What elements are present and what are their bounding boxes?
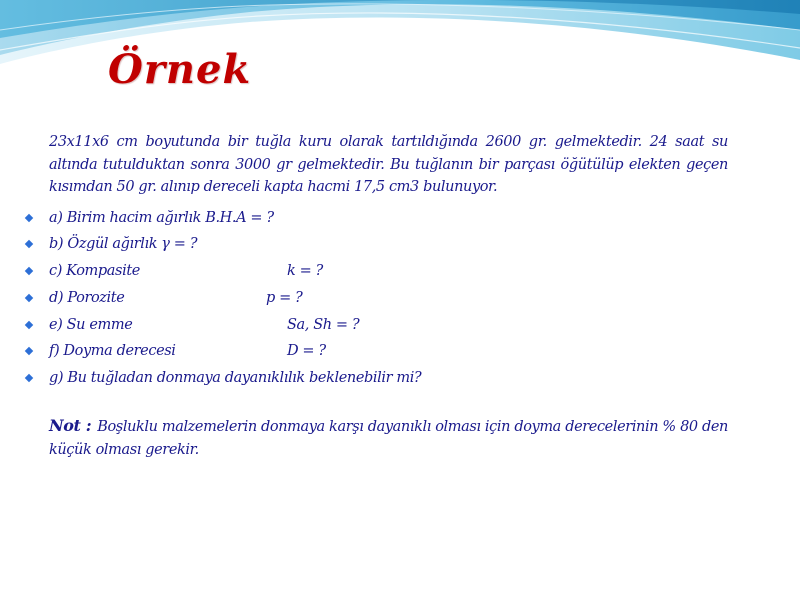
question-label: f) Doyma derecesi [49,343,176,360]
question-item-d [22,285,728,312]
question-item-b [22,231,728,258]
slide-content [22,131,728,461]
slide-title: Örnek [108,46,252,93]
question-label: c) Kompasite [49,263,140,280]
question-formula: p = ? [266,289,303,306]
question-formula: D = ? [287,343,326,360]
question-label: a) Birim hacim ağırlık B.H.A = ? [49,209,274,226]
diamond-bullet-icon [25,267,33,275]
question-label: g) Bu tuğladan donmaya dayanıklılık beklenebilir mi? [49,370,422,387]
question-label: e) Su emme [49,316,133,333]
diamond-bullet-icon [25,347,33,355]
note-text: Boşluklu malzemelerin donmaya karşı dayanıklı olması için doyma derecelerinin % 80 den küçük olması gerekir. [49,419,728,458]
question-formula: Sa, Sh = ? [287,316,360,333]
question-item-c [22,258,728,285]
question-list [22,205,728,393]
diamond-bullet-icon [25,294,33,302]
diamond-bullet-icon [25,213,33,221]
note-label: Not : [49,416,92,436]
question-item-a [22,205,728,232]
question-item-e [22,312,728,339]
question-label: d) Porozite [49,289,125,306]
diamond-bullet-icon [25,240,33,248]
problem-statement: 23x11x6 cm boyutunda bir tuğla kuru olarak tartıldığında 2600 gr. gelmektedir. 24 saat su altında tutulduktan sonra 3000 gr gelmektedir. Bu tuğlanın bir parçası öğütülüp elekten geçen kısımdan 50 gr. alınıp dereceli kapta hacmi 17,5 cm3 bulunuyor. [49,134,728,195]
note-paragraph [49,415,728,461]
question-item-g [22,365,728,392]
question-item-f [22,338,728,365]
diamond-bullet-icon [25,320,33,328]
question-formula: k = ? [287,263,323,280]
question-label: b) Özgül ağırlık γ = ? [49,236,198,253]
diamond-bullet-icon [25,374,33,382]
